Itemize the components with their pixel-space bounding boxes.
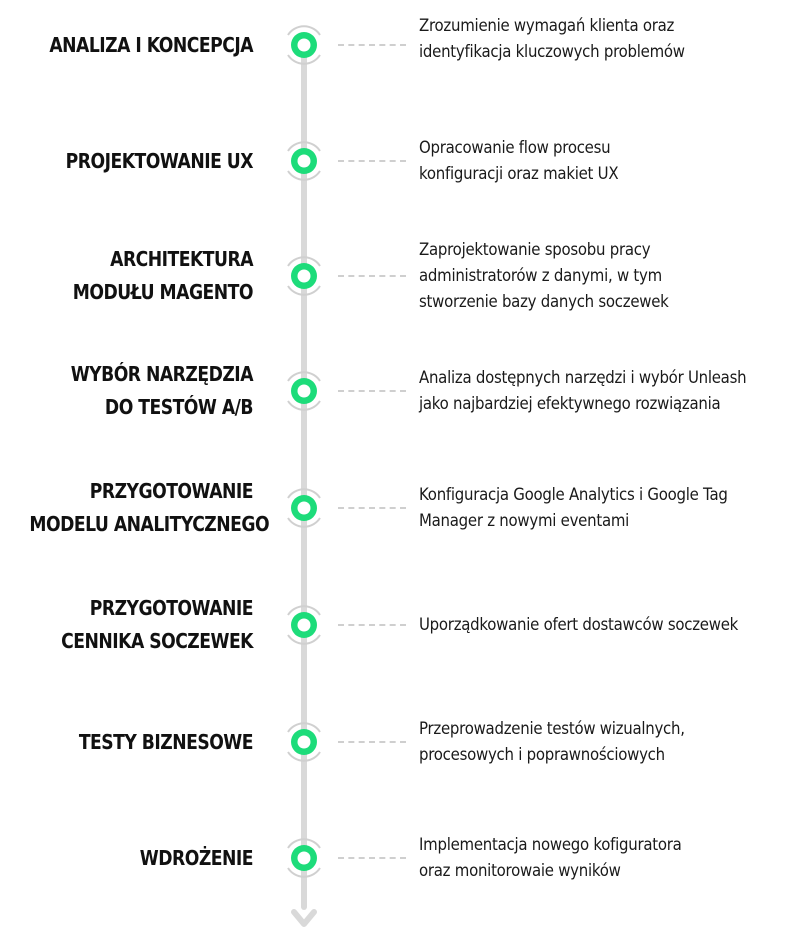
step-connector [338, 857, 406, 859]
step-description-line: Implementacja nowego kofiguratora [419, 835, 682, 855]
step-title [29, 726, 253, 759]
step-title-line: PRZYGOTOWANIE [89, 479, 253, 503]
step-title-line: MODUŁU MAGENTO [72, 280, 253, 304]
timeline-step [0, 362, 800, 419]
step-description-line: Analiza dostępnych narzędzi i wybór Unleash [419, 368, 747, 388]
step-title [29, 592, 253, 658]
step-title-line: DO TESTÓW A/B [104, 395, 253, 419]
step-title [29, 475, 270, 541]
step-node-icon [280, 834, 328, 882]
step-connector [338, 390, 406, 392]
step-description [419, 135, 753, 187]
step-description [419, 716, 753, 768]
step-title [29, 842, 253, 875]
step-description-line: jako najbardziej efektywnego rozwiązania [419, 394, 721, 414]
step-title-line: ARCHITEKTURA [110, 247, 253, 271]
step-description-line: oraz monitorowaie wyników [419, 861, 621, 881]
step-node-icon [280, 601, 328, 649]
step-description [419, 365, 753, 417]
step-description-line: Manager z nowymi eventami [419, 511, 630, 531]
step-node-icon [280, 21, 328, 69]
step-description-line: administratorów z danymi, w tym [419, 266, 662, 286]
step-connector [338, 160, 406, 162]
step-description-line: Przeprowadzenie testów wizualnych, [419, 719, 685, 739]
step-title [29, 243, 253, 309]
step-node-icon [280, 367, 328, 415]
step-description-line: Uporządkowanie ofert dostawców soczewek [419, 615, 739, 635]
step-description-line: Zaprojektowanie sposobu pracy [419, 240, 651, 260]
step-title-line: CENNIKA SOCZEWEK [61, 629, 254, 653]
step-node-icon [280, 252, 328, 300]
step-node-icon [280, 484, 328, 532]
step-connector [338, 275, 406, 277]
step-title-line: WYBÓR NARZĘDZIA [70, 362, 253, 386]
timeline-step [0, 835, 800, 881]
timeline-step [0, 596, 800, 653]
step-description [419, 237, 753, 315]
step-title-line: ANALIZA I KONCEPCJA [49, 32, 253, 57]
timeline-step [0, 138, 800, 184]
step-description-line: procesowych i poprawnościowych [419, 745, 665, 765]
step-description-line: Zrozumienie wymagań klienta oraz [419, 16, 675, 36]
step-node-icon [280, 718, 328, 766]
step-description-line: Opracowanie flow procesu [419, 138, 611, 158]
step-title [29, 29, 253, 62]
step-title-line: PROJEKTOWANIE UX [65, 148, 253, 173]
step-description-line: identyfikacja kluczowych problemów [419, 42, 685, 62]
step-title [29, 358, 253, 424]
step-description [419, 832, 753, 884]
timeline-step [0, 240, 800, 312]
step-description-line: konfiguracji oraz makiet UX [419, 164, 619, 184]
step-connector [338, 741, 406, 743]
timeline-step [0, 719, 800, 765]
timeline-step [0, 16, 800, 62]
step-connector [338, 507, 406, 509]
step-title [29, 145, 253, 178]
step-node-icon [280, 137, 328, 185]
step-description [419, 482, 753, 534]
step-title-line: WDROŻENIE [139, 845, 253, 870]
timeline-step [0, 479, 800, 536]
step-description [419, 612, 753, 638]
step-title-line: PRZYGOTOWANIE [89, 596, 253, 620]
step-connector [338, 44, 406, 46]
step-title-line: TESTY BIZNESOWE [78, 729, 254, 754]
step-connector [338, 624, 406, 626]
step-description [419, 13, 753, 65]
timeline-arrow-icon [290, 900, 318, 930]
step-title-line: MODELU ANALITYCZNEGO [29, 512, 270, 536]
step-description-line: stworzenie bazy danych soczewek [419, 292, 669, 312]
step-description-line: Konfiguracja Google Analytics i Google Tag [419, 485, 728, 505]
